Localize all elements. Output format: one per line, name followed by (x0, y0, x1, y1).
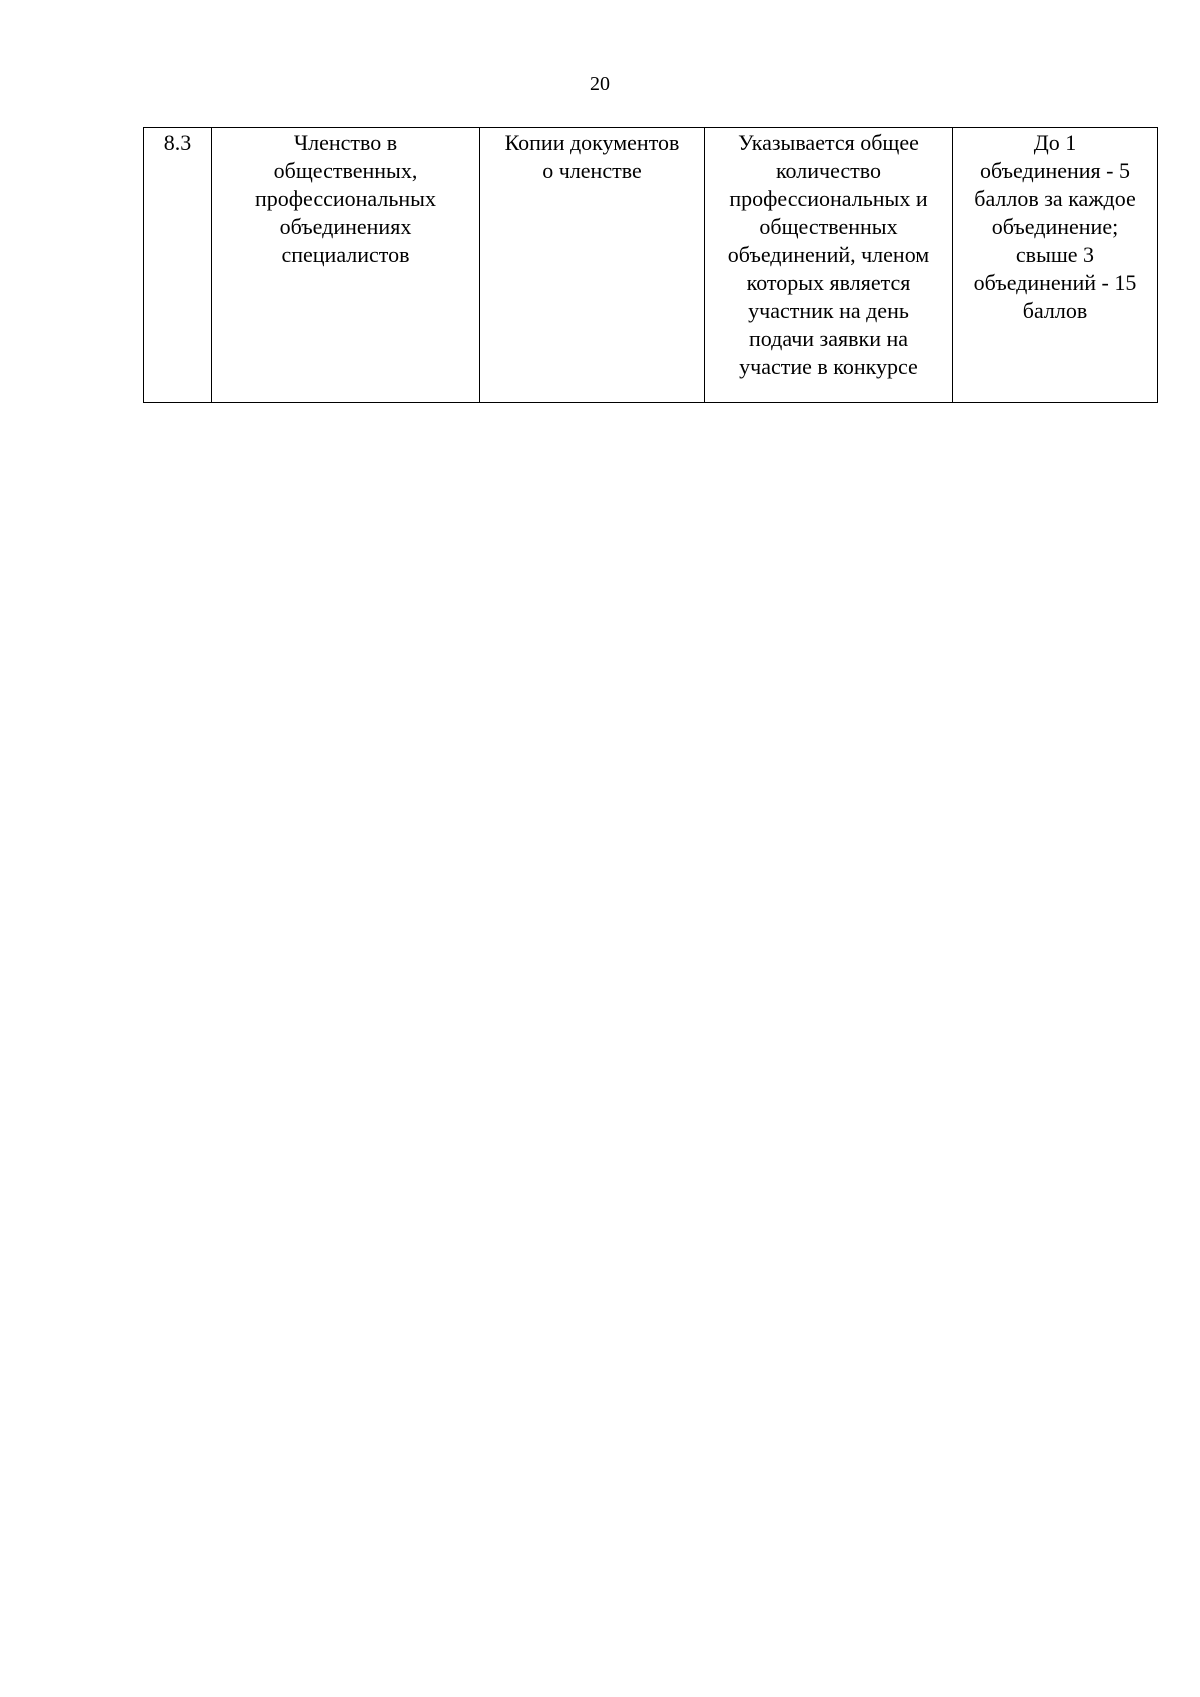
description-cell (705, 128, 953, 403)
table-row (144, 128, 1158, 403)
documents-cell (480, 128, 705, 403)
row-number: 8.3 (163, 130, 192, 155)
description-text: Указывается общее количество профессиональных и общественных объединений, членом которых является участник на день подачи заявки на участие в конкурсе (727, 130, 930, 379)
documents-text: Копии документов о членстве (504, 130, 680, 183)
criterion-cell (212, 128, 480, 403)
criteria-table (143, 127, 1158, 403)
criterion-text: Членство в общественных, профессиональных объединениях специалистов (255, 130, 436, 267)
scoring-text: До 1 объединения - 5 баллов за каждое объединение; свыше 3 объединений - 15 баллов (973, 130, 1137, 323)
page-number: 20 (590, 73, 610, 95)
scoring-cell (953, 128, 1158, 403)
row-number-cell (144, 128, 212, 403)
